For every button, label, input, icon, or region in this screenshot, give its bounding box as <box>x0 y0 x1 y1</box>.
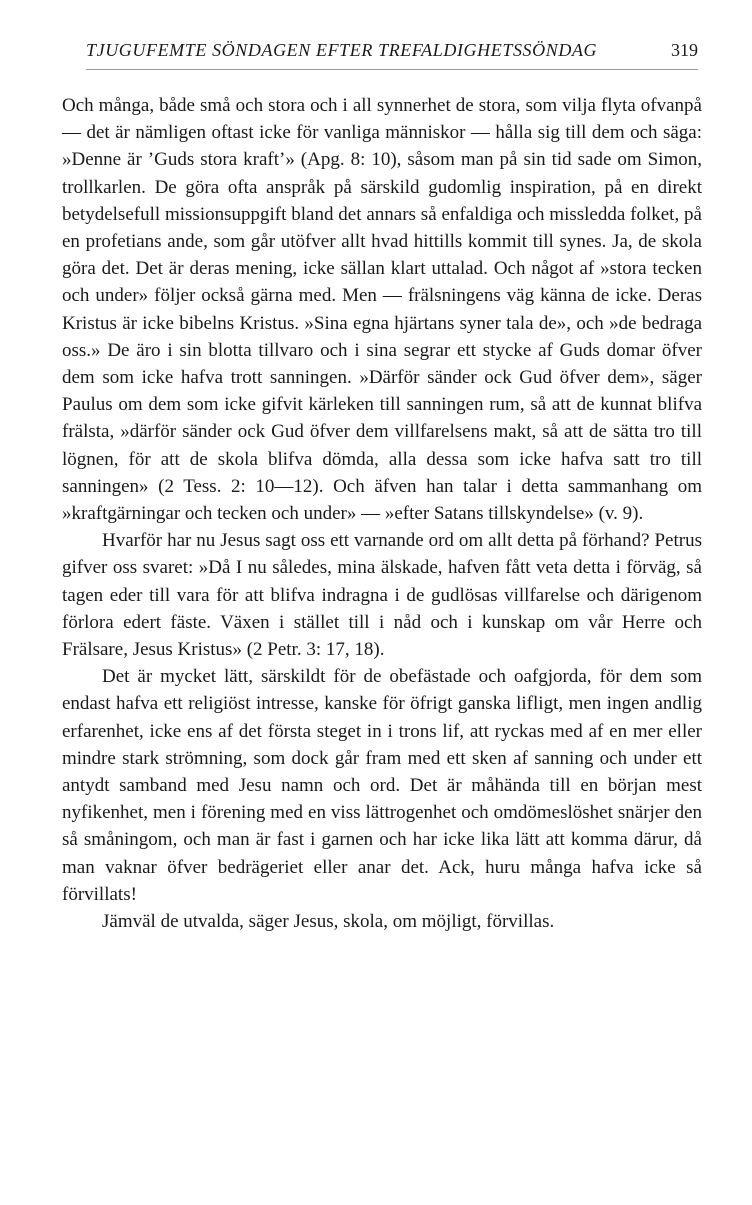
page-number: 319 <box>671 40 698 60</box>
running-title: TJUGUFEMTE SÖNDAGEN EFTER TREFALDIGHETSSÖNDAG <box>86 40 598 60</box>
paragraph-4: Jämväl de utvalda, säger Jesus, skola, om möjligt, förvillas. <box>102 911 555 933</box>
paragraph-2: Hvarför har nu Jesus sagt oss ett varnande ord om allt detta på förhand? Petrus gifver oss svaret: »Då I nu således, mina älskade, hafven fått veta detta i förväg, så tagen eder till vara för att blifva indragna i de gudlösas villfarelse och därigenom förlora edert fäste. Växen i stället till i nåd och i kunskap om vår Herre och Frälsare, Jesus Kristus» (2 Petr. 3: 17, 18). <box>62 530 702 661</box>
paragraph-3: Det är mycket lätt, särskildt för de obefästade och oafgjorda, för dem som endast hafva ett religiöst intresse, kanske för öfrigt ganska lifligt, men ingen andlig erfarenhet, icke ens af det första steget in i trons lif, att ryckas med af en mer eller mindre stark strömning, som dock går fram med ett sken af sanning och under ett antydt samband med Jesu namn och ord. Det är måhända till en början mest nyfikenhet, men i förening med en viss lättrogenhet och omdömeslöshet snärjer den så småningom, och man är fast i garnen och har icke lika lätt att komma därur, då man vaknar öfver bedrägeriet eller anar det. Ack, huru många hafva icke så förvillats! <box>62 666 702 905</box>
book-page <box>62 40 702 935</box>
running-head <box>86 40 698 70</box>
body-text <box>62 92 702 935</box>
paragraph-1: Och många, både små och stora och i all synnerhet de stora, som vilja flyta ofvanpå — det är nämligen oftast icke för vanliga människor — hålla sig till dem och säga: »Denne är ’Guds stora kraft’» (Apg. 8: 10), såsom man på sin tid sade om Simon, trollkarlen. De göra ofta anspråk på särskild gudomlig inspiration, på en direkt betydelsefull missionsuppgift bland det annars så enfaldiga och missledda folket, på en profetians ande, som går utöfver allt hvad hittills kommit till synes. Ja, de skola göra det. Det är deras mening, icke sällan klart uttalad. Och något af »stora tecken och under» följer också gärna med. Men — frälsningens väg känna de icke. Deras Kristus är icke bibelns Kristus. »Sina egna hjärtans syner tala de», och »de bedraga oss.» De äro i sin blotta tillvaro och i sina segrar ett stycke af Guds domar öfver dem som icke hafva trott sanningen. »Därför sänder ock Gud öfver dem», säger Paulus om dem som icke gifvit kärleken till sanningen rum, så att de kunnat blifva frälsta, »därför sänder ock Gud öfver dem villfarelsens makt, så att de sätta tro till lögnen, för att de skola blifva dömda, alla dessa som icke hafva satt tro till sanningen» (2 Tess. 2: 10—12). Och äfven han talar i detta sammanhang om »kraftgärningar och tecken och under» — »efter Satans tillskyndelse» (v. 9). <box>62 95 702 525</box>
